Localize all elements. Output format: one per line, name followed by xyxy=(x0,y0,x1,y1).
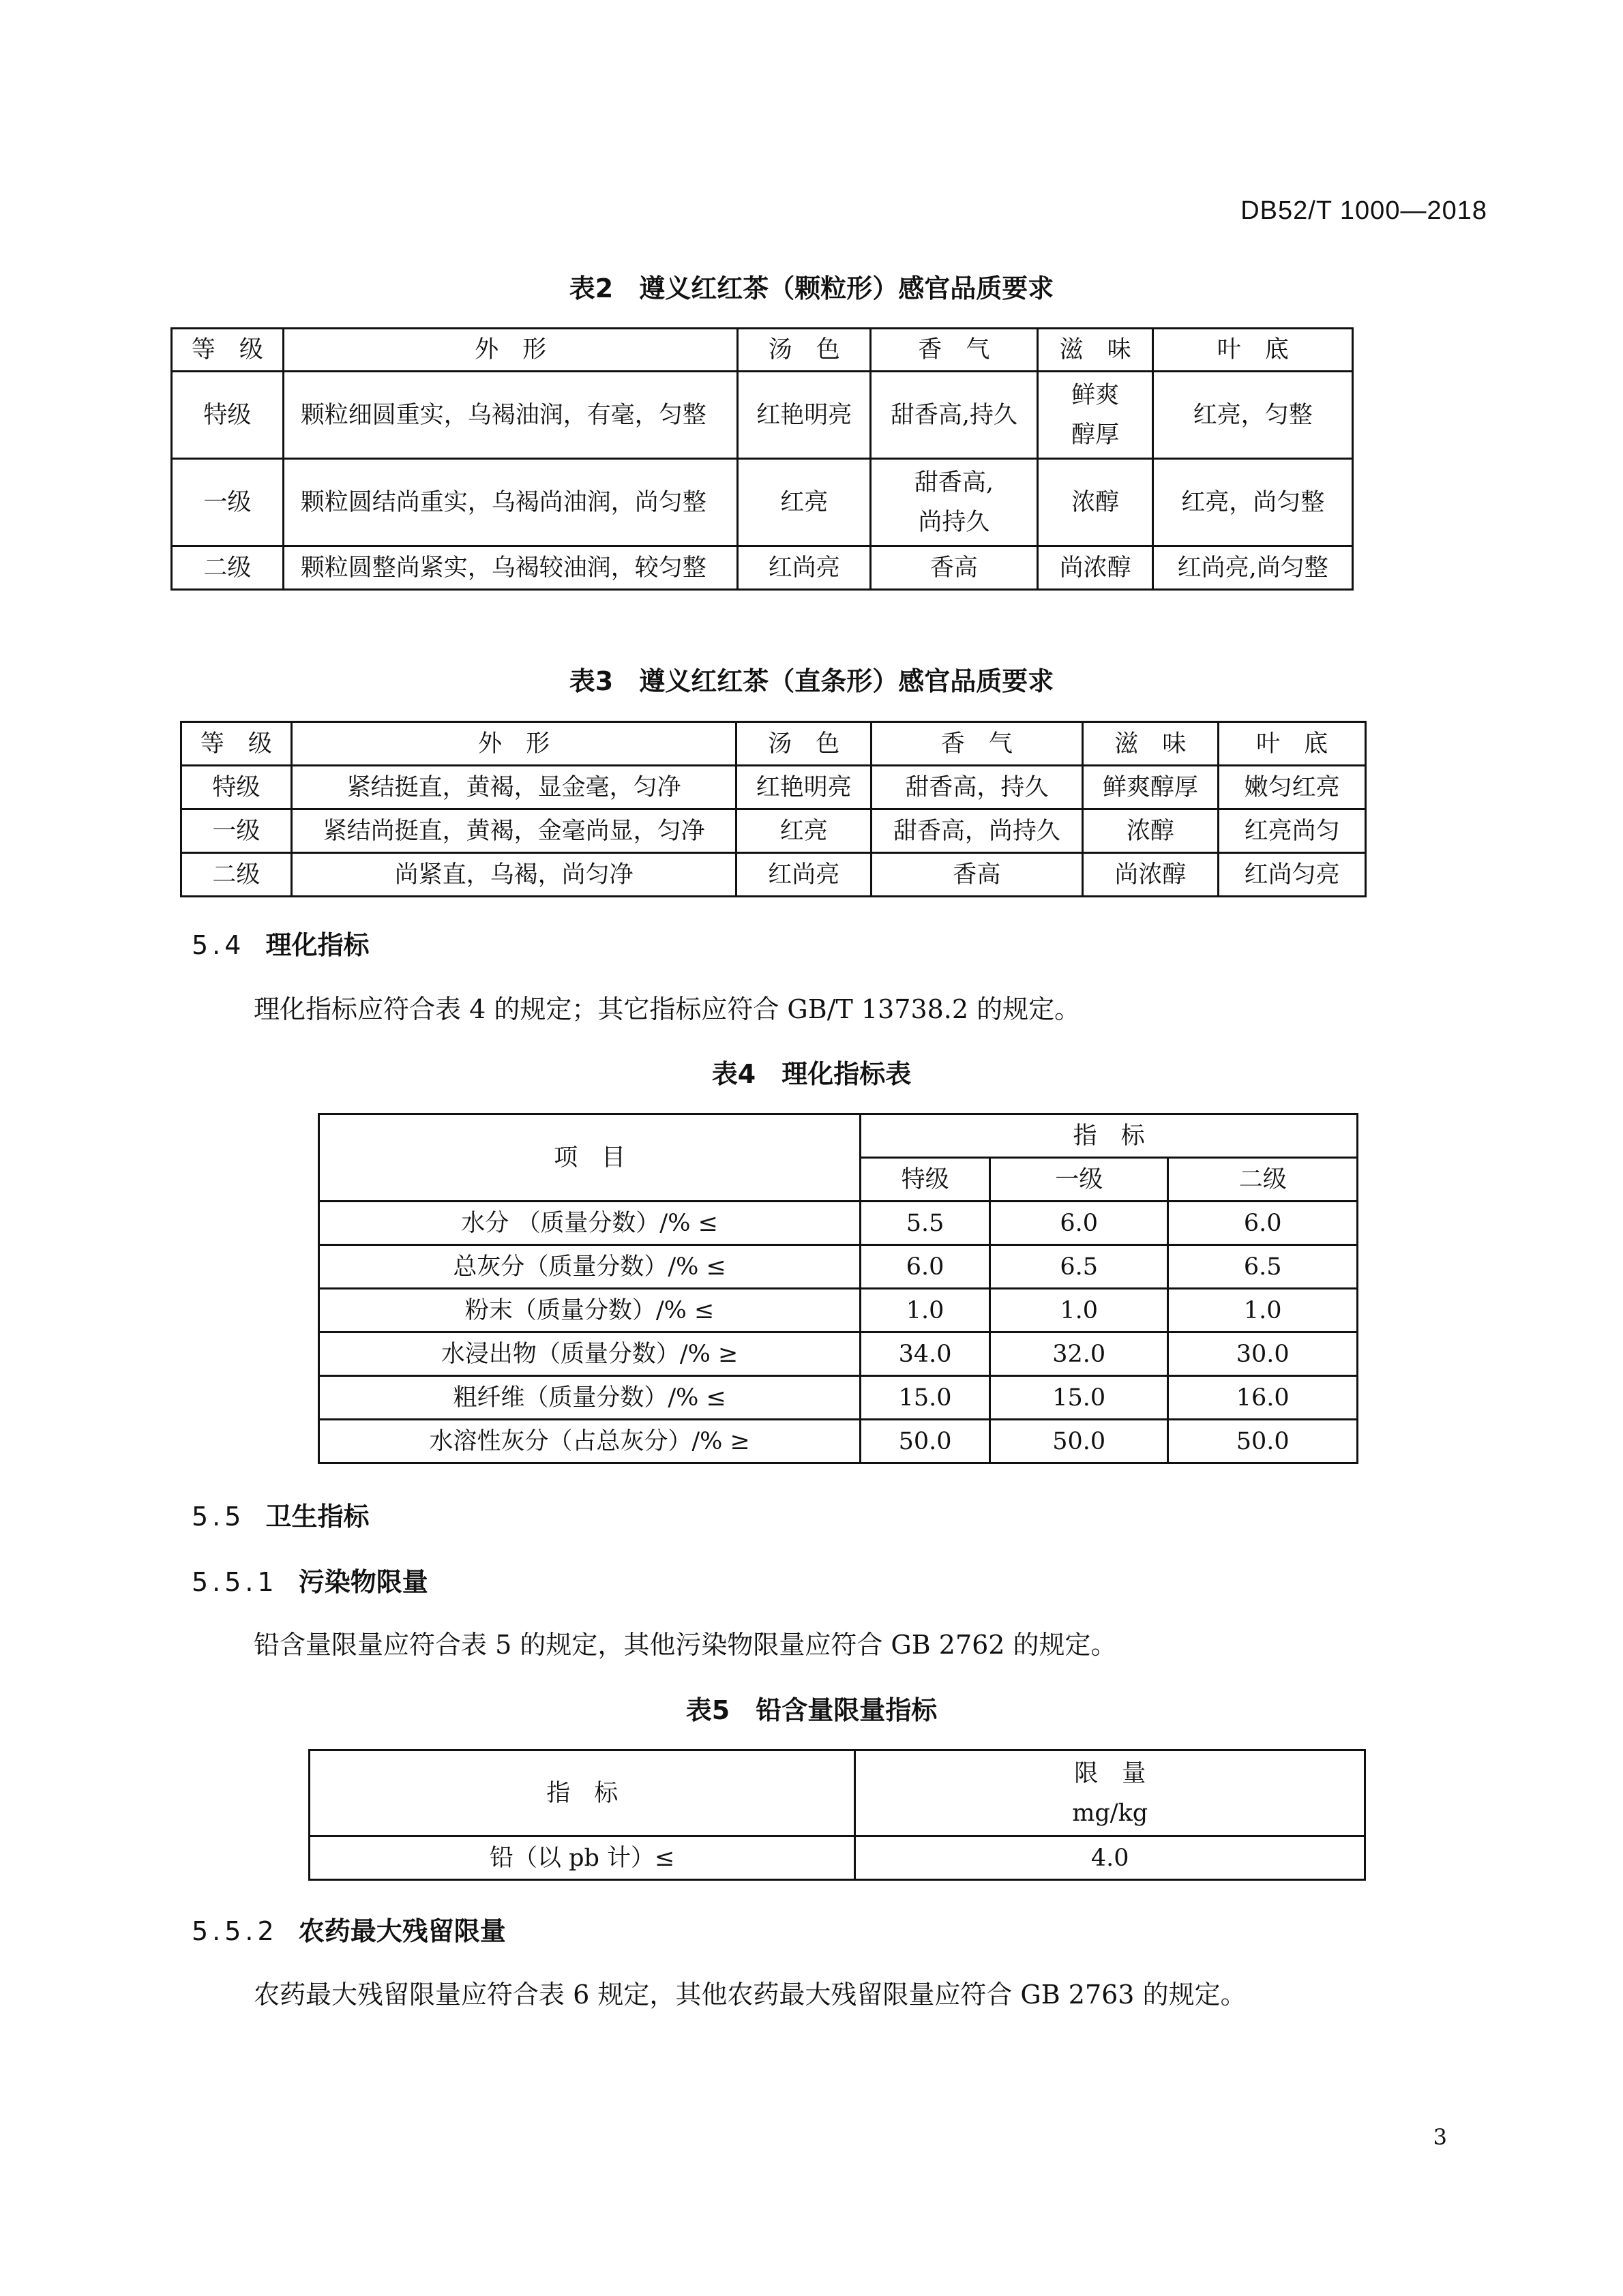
value-cell: 1.0 xyxy=(861,1289,990,1332)
section-number: 5.5 xyxy=(192,1502,245,1532)
section-5-5-1-text: 铅含量限量应符合表 5 的规定，其他污染物限量应符合 GB 2762 的规定。 xyxy=(254,1630,1117,1660)
appearance-cell: 尚紧直，乌褐，尚匀净 xyxy=(291,853,736,897)
table2-header: 外 形 xyxy=(283,329,738,372)
liquor-color-cell: 红亮 xyxy=(738,459,871,546)
table4-header-row xyxy=(319,1114,1358,1158)
grade-cell: 特级 xyxy=(172,372,284,459)
table2-header: 等 级 xyxy=(172,329,284,372)
item-cell: 水分 （质量分数）/% ≤ xyxy=(319,1202,861,1245)
page-number: 3 xyxy=(1433,2124,1447,2150)
table3-header: 汤 色 xyxy=(736,722,872,766)
item-cell: 铅（以 pb 计）≤ xyxy=(310,1836,855,1880)
grade-cell: 一级 xyxy=(181,809,292,853)
value-cell: 6.0 xyxy=(861,1245,990,1289)
table-row xyxy=(181,853,1366,897)
grade-cell: 一级 xyxy=(172,459,284,546)
table5-caption: 表5 铅含量限量指标 xyxy=(685,1695,938,1725)
value-cell: 1.0 xyxy=(989,1289,1168,1332)
item-header: 项 目 xyxy=(319,1114,861,1202)
section-5-4-text: 理化指标应符合表 4 的规定；其它指标应符合 GB/T 13738.2 的规定。 xyxy=(254,994,1081,1024)
liquor-color-cell: 红亮 xyxy=(736,809,872,853)
aroma-cell xyxy=(871,459,1038,546)
item-cell: 水浸出物（质量分数）/% ≥ xyxy=(319,1332,861,1376)
index-header: 指 标 xyxy=(861,1114,1358,1158)
table2-caption: 表2 遵义红红茶（颗粒形）感官品质要求 xyxy=(569,273,1054,303)
value-cell: 15.0 xyxy=(989,1376,1168,1420)
value-cell: 1.0 xyxy=(1168,1289,1358,1332)
value-cell: 16.0 xyxy=(1168,1376,1358,1420)
value-cell: 15.0 xyxy=(861,1376,990,1420)
section-5-5-heading xyxy=(192,1495,369,1533)
table4-caption: 表4 理化指标表 xyxy=(711,1059,912,1089)
value-cell: 4.0 xyxy=(855,1836,1365,1880)
leaf-cell: 红尚匀亮 xyxy=(1219,853,1366,897)
limit-header xyxy=(855,1750,1365,1836)
taste-line: 醇厚 xyxy=(1071,421,1120,449)
liquor-color-cell: 红艳明亮 xyxy=(738,372,871,459)
aroma-cell: 甜香高，尚持久 xyxy=(872,809,1082,853)
table5-header-row xyxy=(310,1750,1365,1836)
document-number: DB52/T 1000—2018 xyxy=(1240,196,1487,225)
liquor-color-cell: 红艳明亮 xyxy=(736,766,872,809)
item-cell: 水溶性灰分（占总灰分）/% ≥ xyxy=(319,1420,861,1463)
appearance-cell: 颗粒圆整尚紧实，乌褐较油润，较匀整 xyxy=(283,546,738,590)
table-row xyxy=(319,1202,1358,1245)
taste-cell: 鲜爽醇厚 xyxy=(1082,766,1219,809)
aroma-cell: 甜香高,持久 xyxy=(871,372,1038,459)
table3-header: 滋 味 xyxy=(1082,722,1219,766)
table-row xyxy=(319,1245,1358,1289)
section-title: 理化指标 xyxy=(265,930,370,960)
taste-cell: 浓醇 xyxy=(1037,459,1153,546)
section-title: 卫生指标 xyxy=(265,1502,370,1532)
limit-unit: mg/kg xyxy=(1072,1799,1148,1827)
section-number: 5.5.2 xyxy=(192,1916,278,1946)
leaf-cell: 红尚亮,尚匀整 xyxy=(1153,546,1353,590)
value-cell: 50.0 xyxy=(989,1420,1168,1463)
grade-cell: 二级 xyxy=(181,853,292,897)
item-cell: 粉末（质量分数）/% ≤ xyxy=(319,1289,861,1332)
grade-header: 一级 xyxy=(989,1158,1168,1202)
table-row xyxy=(172,372,1353,459)
table-row xyxy=(172,459,1353,546)
table3-header: 香 气 xyxy=(872,722,1082,766)
leaf-cell: 红亮，匀整 xyxy=(1153,372,1353,459)
liquor-color-cell: 红尚亮 xyxy=(738,546,871,590)
taste-cell: 尚浓醇 xyxy=(1037,546,1153,590)
table-row xyxy=(319,1376,1358,1420)
table2-header: 汤 色 xyxy=(738,329,871,372)
value-cell: 50.0 xyxy=(861,1420,990,1463)
appearance-cell: 紧结挺直，黄褐，显金毫，匀净 xyxy=(291,766,736,809)
value-cell: 6.5 xyxy=(989,1245,1168,1289)
grade-header: 二级 xyxy=(1168,1158,1358,1202)
value-cell: 6.0 xyxy=(989,1202,1168,1245)
index-header: 指 标 xyxy=(310,1750,855,1836)
table-row xyxy=(319,1420,1358,1463)
value-cell: 6.5 xyxy=(1168,1245,1358,1289)
table3-header-row xyxy=(181,722,1366,766)
table3-header: 外 形 xyxy=(291,722,736,766)
table-row xyxy=(319,1332,1358,1376)
table2-header: 滋 味 xyxy=(1037,329,1153,372)
table5 xyxy=(308,1749,1366,1881)
table-row xyxy=(181,809,1366,853)
value-cell: 34.0 xyxy=(861,1332,990,1376)
table2-header: 香 气 xyxy=(871,329,1038,372)
leaf-cell: 红亮尚匀 xyxy=(1219,809,1366,853)
table3-header: 叶 底 xyxy=(1219,722,1366,766)
section-number: 5.5.1 xyxy=(192,1567,278,1597)
table-row xyxy=(310,1836,1365,1880)
table-row xyxy=(319,1289,1358,1332)
item-cell: 总灰分（质量分数）/% ≤ xyxy=(319,1245,861,1289)
grade-cell: 二级 xyxy=(172,546,284,590)
table3-header: 等 级 xyxy=(181,722,292,766)
aroma-line: 尚持久 xyxy=(918,508,990,536)
taste-line: 鲜爽 xyxy=(1071,381,1120,409)
value-cell: 6.0 xyxy=(1168,1202,1358,1245)
taste-cell xyxy=(1037,372,1153,459)
value-cell: 50.0 xyxy=(1168,1420,1358,1463)
aroma-cell: 香高 xyxy=(872,853,1082,897)
taste-cell: 尚浓醇 xyxy=(1082,853,1219,897)
leaf-cell: 嫩匀红亮 xyxy=(1219,766,1366,809)
section-5-5-2-text: 农药最大残留限量应符合表 6 规定，其他农药最大残留限量应符合 GB 2763 的规定。 xyxy=(254,1980,1247,2010)
appearance-cell: 颗粒细圆重实，乌褐油润，有毫，匀整 xyxy=(283,372,738,459)
aroma-line: 甜香高, xyxy=(914,468,994,496)
aroma-cell: 甜香高，持久 xyxy=(872,766,1082,809)
table2-header-row xyxy=(172,329,1353,372)
table3-caption: 表3 遵义红红茶（直条形）感官品质要求 xyxy=(569,666,1054,696)
limit-label: 限 量 xyxy=(1074,1759,1146,1787)
grade-cell: 特级 xyxy=(181,766,292,809)
grade-header: 特级 xyxy=(861,1158,990,1202)
value-cell: 32.0 xyxy=(989,1332,1168,1376)
table4 xyxy=(318,1113,1358,1464)
section-title: 污染物限量 xyxy=(298,1567,428,1597)
section-number: 5.4 xyxy=(192,930,245,960)
table3 xyxy=(180,721,1367,897)
taste-cell: 浓醇 xyxy=(1082,809,1219,853)
table-row xyxy=(172,546,1353,590)
section-title: 农药最大残留限量 xyxy=(298,1916,506,1946)
item-cell: 粗纤维（质量分数）/% ≤ xyxy=(319,1376,861,1420)
value-cell: 30.0 xyxy=(1168,1332,1358,1376)
table-row xyxy=(181,766,1366,809)
section-5-5-2-heading xyxy=(192,1910,506,1948)
section-5-5-1-heading xyxy=(192,1561,428,1598)
liquor-color-cell: 红尚亮 xyxy=(736,853,872,897)
appearance-cell: 颗粒圆结尚重实，乌褐尚油润，尚匀整 xyxy=(283,459,738,546)
leaf-cell: 红亮，尚匀整 xyxy=(1153,459,1353,546)
aroma-cell: 香高 xyxy=(871,546,1038,590)
section-5-4-heading xyxy=(192,924,369,961)
table2 xyxy=(170,327,1354,591)
table2-header: 叶 底 xyxy=(1153,329,1353,372)
value-cell: 5.5 xyxy=(861,1202,990,1245)
appearance-cell: 紧结尚挺直，黄褐，金毫尚显，匀净 xyxy=(291,809,736,853)
